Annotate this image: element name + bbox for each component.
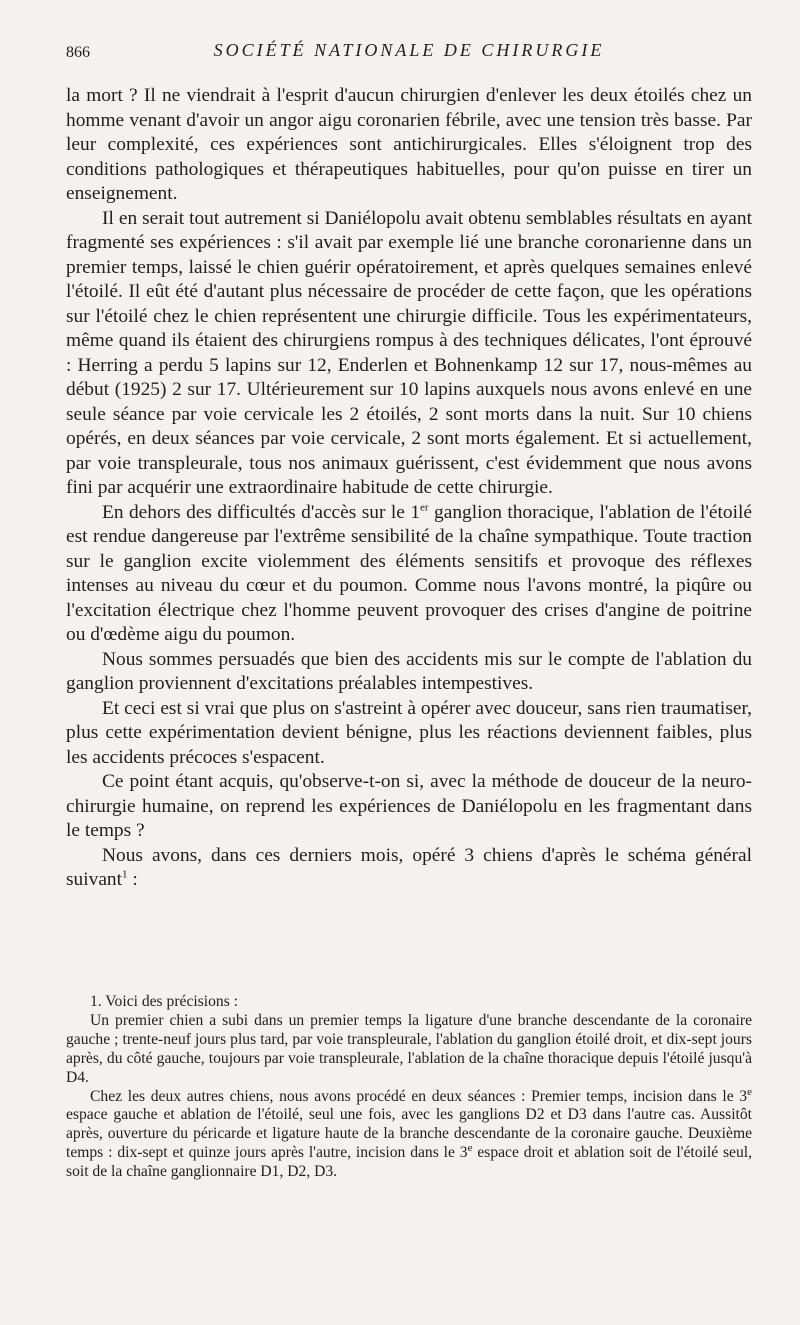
page-header [66, 40, 752, 66]
footnote-reference: 1 [122, 868, 128, 881]
footnote-first-dog: Un premier chien a subi dans un premier temps la ligature d'une branche descendante de la coronaire gauche ; trente-neuf jours plus tard, par voie transpleurale, l'ablation du ganglion étoilé droit, et dix-sept jours après, du côté gauche, toujours par voie transpleurale, l'ablation de la chaîne thoracique depuis l'étoilé jusqu'à D4. [66, 1011, 752, 1086]
footnote-intro: 1. Voici des précisions : [90, 993, 238, 1010]
page-number: 866 [66, 44, 90, 61]
paragraph-4: Nous sommes persuadés que bien des accidents mis sur le compte de l'ablation du ganglion proviennent d'excitations préalables intempestives. [66, 648, 752, 694]
footnote-part-a: Chez les deux autres chiens, nous avons procédé en deux séances : Premier temps, incision dans le 3 [90, 1087, 748, 1105]
ordinal-superscript: er [420, 501, 429, 514]
paragraph-5: Et ceci est si vrai que plus on s'astreint à opérer avec douceur, sans rien traumatiser, plus cette expérimentation devient bénigne, plus les réactions deviennent faibles, plus les accidents précoces s'espacent. [66, 697, 752, 768]
paragraph-1: la mort ? Il ne viendrait à l'esprit d'aucun chirurgien d'enlever les deux étoilés chez un homme venant d'avoir un angor aigu coronarien fébrile, avec une tension très basse. Par leur complexité, ces expériences sont antichirurgicales. Elles s'éloignent trop des conditions pathologiques et thérapeutiques habituelles, pour qu'on puisse en tirer un enseignement. [66, 85, 752, 204]
footnotes [66, 993, 752, 1182]
paragraph-6: Ce point étant acquis, qu'observe-t-on si, avec la méthode de douceur de la neuro-chirurgie humaine, on reprend les expériences de Daniélopolu en les fragmentant dans le temps ? [66, 771, 752, 841]
paragraph-7 [66, 844, 752, 893]
paragraph-2: Il en serait tout autrement si Daniélopolu avait obtenu semblables résultats en ayant fragmenté ses expériences : s'il avait par exemple lié une branche coronarienne dans un premier temps, laissé le chien guérir opératoirement, et après quelques semaines enlevé l'étoilé. Il eût été d'autant plus nécessaire de procéder de cette façon, que les opérations sur l'étoilé chez le chien représentent une chirurgie difficile. Tous les expérimentateurs, même quand ils étaient des chirurgiens rompus à des techniques délicates, l'ont éprouvé : Herring a perdu 5 lapins sur 12, Enderlen et Bohnenkamp 12 sur 17, nous-mêmes au début (1925) 2 sur 17. Ultérieurement sur 10 lapins auxquels nous avons enlevé en une seule séance par voie cervicale les 2 étoilés, 2 sont morts dans la nuit. Sur 10 chiens opérés, en deux séances par voie cervicale, 2 sont morts également. Et si actuellement, par voie transpleurale, tous nos animaux guérissent, c'est évidemment que nous avons fini par acquérir une extraordinaire habitude de cette chirurgie. [66, 207, 752, 498]
paragraph-3 [66, 501, 752, 648]
footnote-other-dogs [66, 1085, 753, 1183]
paragraph-3-body: l'ablation de l'étoilé est rendue dangereuse par l'extrême sensibilité de la chaîne sympathique. Toute traction sur le ganglion excite violemment des éléments sensitifs et provoque des réflexes intenses au niveau du cœur et du poumon. Comme nous l'avons montré, la piqûre ou l'excitation électrique chez l'homme peuvent provoquer des crises d'angine de poitrine ou d'œdème aigu du poumon. [66, 501, 752, 645]
paragraph-3-lead-tail: ganglion thoracique, [428, 501, 595, 523]
paragraph-7-tail: : [127, 869, 138, 890]
footnote-part-c: espace droit et ablation soit de l'étoilé seul, soit de la chaîne ganglionnaire D1, D2, D3. [66, 1144, 753, 1181]
paragraph-7-text: Nous avons, dans ces derniers mois, opéré 3 chiens d'après le schéma général suivant [66, 844, 752, 890]
paragraph-3-lead: En dehors des difficultés d'accès sur le 1 [102, 501, 421, 523]
running-title: SOCIÉTÉ NATIONALE DE CHIRURGIE [213, 40, 605, 60]
footnote-superscript: e [747, 1085, 752, 1098]
footnote-superscript: e [467, 1142, 473, 1155]
body-text [66, 84, 752, 893]
footnote-part-b: espace gauche et ablation de l'étoilé, seul une fois, avec les ganglions D2 et D3 dans l'autre cas. Aussitôt après, ouverture du péricarde et ligature haute de la branche descendante de la coronaire gauche. Deuxième temps : dix-sept et quinze jours après l'autre, incision dans le 3 [66, 1106, 752, 1162]
